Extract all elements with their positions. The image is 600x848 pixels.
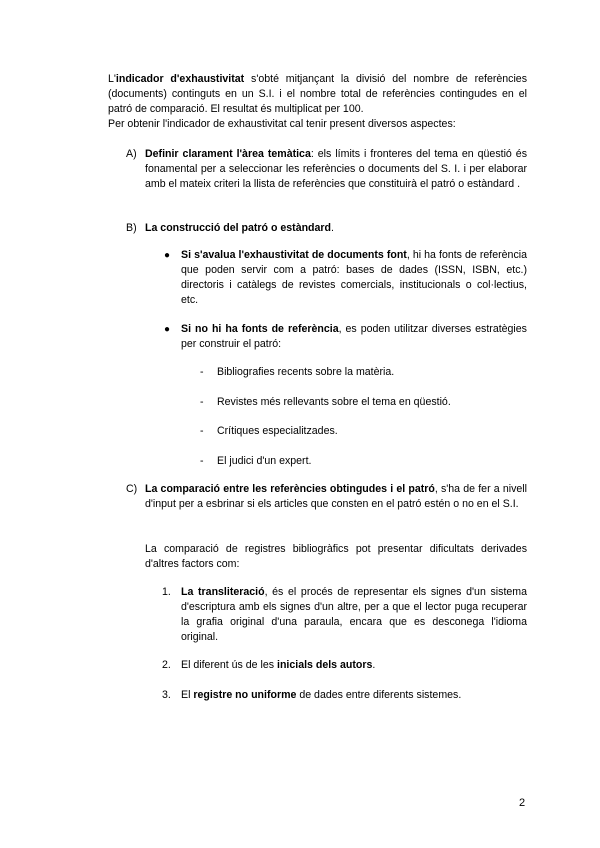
- section-a-rest: : els límits i fronteres del tema en qüestió és fonamental per a seleccionar les referències o documents del S. I. i per elaborar amb el mateix criteri la llista de referències que constituirà el patró o estàndard .: [145, 148, 527, 190]
- numbered-item-1-bold: La transliteració: [181, 586, 265, 598]
- numbered-item-2-bold: inicials dels autors: [277, 659, 373, 671]
- numbered-item-2-rest: .: [372, 659, 376, 671]
- section-a-marker: A): [126, 148, 137, 160]
- dash-item-3: Crítiques especialitzades.: [217, 425, 338, 437]
- bullet-2-bold: Si no hi ha fonts de referència: [181, 323, 339, 335]
- dash-item-4: El judici d'un expert.: [217, 455, 312, 467]
- section-b-marker: B): [126, 222, 137, 234]
- bullet-1: [181, 248, 527, 308]
- numbered-item-3: [181, 688, 527, 703]
- numbered-item-3-rest: de dades entre diferents sistemes.: [296, 689, 462, 701]
- numbered-item-1: [181, 585, 527, 645]
- intro-rest: s'obté mitjançant la divisió del nombre de referències (documents) continguts en un S.I. i el nombre total de referències contingudes en el patró de comparació. El resultat és multiplicat per 100.: [108, 73, 527, 115]
- intro-line2: Per obtenir l'indicador de exhaustivitat cal tenir present diversos aspectes:: [108, 118, 456, 130]
- intro-prefix: L': [108, 73, 116, 85]
- section-c-paragraph-2: [145, 542, 527, 572]
- section-c-marker: C): [126, 483, 138, 495]
- dash-item-2: Revistes més rellevants sobre el tema en qüestió.: [217, 396, 451, 408]
- dash-item-2-marker: -: [200, 396, 204, 408]
- intro-text: [108, 72, 527, 117]
- section-b-rest: .: [331, 222, 334, 234]
- dash-item-3-marker: -: [200, 425, 204, 437]
- dash-item-1: Bibliografies recents sobre la matèria.: [217, 366, 395, 378]
- section-a-bold: Definir clarament l'àrea temàtica: [145, 148, 311, 160]
- numbered-item-3-pre: El: [181, 689, 194, 701]
- section-a-paragraph: [145, 147, 527, 192]
- section-c-paragraph: [145, 482, 527, 512]
- section-b-heading: [145, 221, 527, 236]
- page-number: 2: [519, 797, 526, 809]
- dash-item-4-marker: -: [200, 455, 204, 467]
- numbered-item-1-marker: 1.: [162, 586, 171, 598]
- section-b-bold: La construcció del patró o estàndard: [145, 222, 332, 234]
- numbered-item-1-rest: , és el procés de representar els signes d'un sistema d'escriptura amb els signes d'un altre, per a que el lector puga recuperar la grafia original d'una paraula, encara que es desconega l'idioma original.: [181, 586, 527, 643]
- section-c-para2-text: La comparació de registres bibliogràfics pot presentar dificultats derivades d'altres factors com:: [145, 543, 527, 570]
- numbered-item-2-marker: 2.: [162, 659, 171, 671]
- dash-item-1-marker: -: [200, 366, 204, 378]
- bullet-1-marker: ●: [164, 250, 171, 261]
- bullet-1-rest: , hi ha fonts de referència que poden servir com a patró: bases de dades (ISSN, ISBN, etc.) directoris i catàlegs de revistes comercials, institucionals o col·lectius, etc.: [181, 249, 527, 306]
- bullet-2: [181, 322, 527, 352]
- bullet-2-rest: , es poden utilitzar diverses estratègies per construir el patró:: [181, 323, 527, 350]
- bullet-2-marker: ●: [164, 324, 171, 335]
- bullet-1-bold: Si s'avalua l'exhaustivitat de documents font: [181, 249, 407, 261]
- section-c-rest: , s'ha de fer a nivell d'input per a esbrinar si els articles que consten en el patró estén o no en el S.I.: [145, 483, 527, 510]
- numbered-item-2: [181, 658, 527, 673]
- section-c-bold: La comparació entre les referències obtingudes i el patró: [145, 483, 435, 495]
- intro-bold-term: indicador d'exhaustivitat: [115, 73, 245, 85]
- numbered-item-2-pre: El diferent ús de les: [181, 659, 277, 671]
- intro-paragraph: [108, 72, 527, 132]
- numbered-item-3-bold: registre no uniforme: [193, 689, 297, 701]
- numbered-item-3-marker: 3.: [162, 689, 171, 701]
